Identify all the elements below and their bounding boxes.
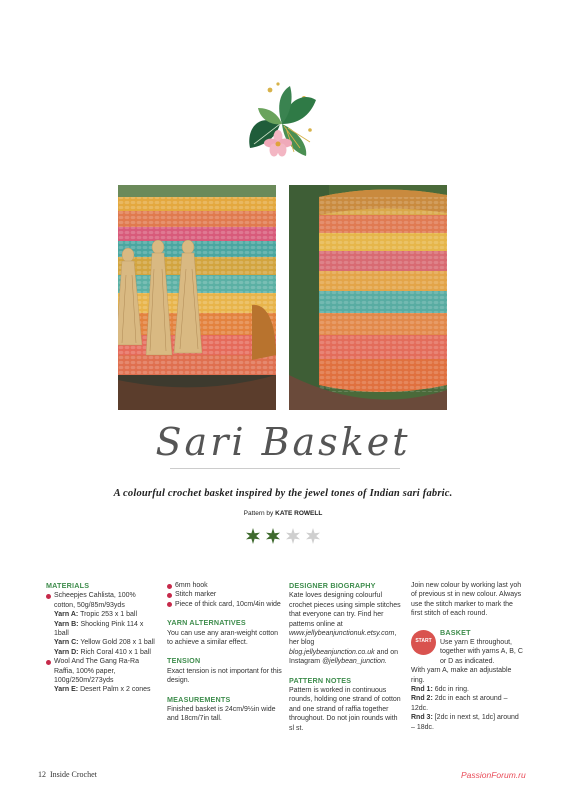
leaf-rating-icon-filled <box>245 528 261 544</box>
yarn-d-value: Rich Coral 410 x 1 ball <box>80 648 151 656</box>
byline <box>0 510 566 517</box>
yarn-b-value: Shocking Pink 114 x 1ball <box>54 620 144 638</box>
round-3-text: [2dc in next st, 1dc] around – 18dc. <box>411 714 519 731</box>
striped-basket-photo <box>289 185 447 410</box>
pattern-title: Sari Basket <box>155 420 411 464</box>
biography-text-3: and on Instagram <box>289 648 398 666</box>
round-1-label: Rnd 1: <box>411 686 433 694</box>
tension-text: Exact tension is not important for this design. <box>167 667 282 685</box>
tool-marker: Stitch marker <box>167 590 283 599</box>
materials-heading: MATERIALS <box>46 581 90 590</box>
pattern-subtitle: A colourful crochet basket inspired by the jewel tones of Indian sari fabric. <box>113 488 453 499</box>
yarn-a <box>46 610 158 619</box>
yarn-c-value: Yellow Gold 208 x 1 ball <box>80 639 155 647</box>
etsy-link-part1[interactable]: www.jellybeanjunctionuk. <box>289 630 367 638</box>
materials-column <box>46 581 158 695</box>
basket-ring-instruction: With yarn A, make an adjustable ring. <box>411 667 512 684</box>
basket-intro-block <box>440 628 523 667</box>
biography-column <box>289 581 401 733</box>
yarn-b-label: Yarn B: <box>54 620 79 628</box>
leaf-rating-icon-empty <box>305 528 321 544</box>
basket-with-tassels-photo <box>118 185 276 410</box>
tension-heading: TENSION <box>167 656 201 666</box>
watermark: PassionForum.ru <box>461 770 526 780</box>
round-2 <box>411 694 523 713</box>
tool-card: Piece of thick card, 10cm/4in wide <box>167 600 283 609</box>
measurements-text: Finished basket is 24cm/9½in wide and 18cm/7in tall. <box>167 706 276 723</box>
measurements-heading: MEASUREMENTS <box>167 694 231 704</box>
biography-text <box>289 591 401 666</box>
round-3 <box>411 713 523 732</box>
tools-column <box>167 581 283 724</box>
biography-heading: DESIGNER BIOGRAPHY <box>289 581 376 590</box>
byline-author: KATE ROWELL <box>275 510 323 517</box>
yarn-d-label: Yarn D: <box>54 648 79 656</box>
difficulty-rating <box>245 528 321 544</box>
leaf-rating-icon-empty <box>285 528 301 544</box>
title-underline <box>170 468 400 469</box>
instagram-link[interactable]: @jellybean_junction. <box>322 658 387 666</box>
etsy-link-part2[interactable]: etsy.com <box>366 630 395 638</box>
pattern-notes-heading: PATTERN NOTES <box>289 675 352 685</box>
round-2-label: Rnd 2: <box>411 695 433 703</box>
colour-change-text: Join new colour by working last yoh of previous st in new colour. Always use the stitch marker to mark the first stitch of each round. <box>411 582 522 618</box>
leaf-rating-icon-filled <box>265 528 281 544</box>
round-2-text: 2dc in each st around – 12dc. <box>411 695 508 712</box>
yarn-d <box>46 648 158 657</box>
yarn-a-label: Yarn A: <box>54 611 79 619</box>
materials-item-cahlista: Scheepjes Cahlista, 100% cotton, 50g/85m/93yds <box>46 591 158 610</box>
tropical-leaf-emblem <box>240 78 326 166</box>
materials-item-raffia: Wool And The Gang Ra-Ra Raffia, 100% paper, 100g/250m/273yds <box>46 657 158 685</box>
page-footer <box>38 770 97 779</box>
biography-text-1: Kate loves designing colourful crochet pieces using simple stitches that everyone can try. Find her patterns online at <box>289 592 401 628</box>
blog-link[interactable]: blog.jellybeanjunction.co.uk <box>289 648 375 656</box>
tool-hook: 6mm hook <box>167 581 283 590</box>
round-1-text: 6dc in ring. <box>434 686 469 694</box>
yarn-alternatives-text: You can use any aran-weight cotton to achieve a similar effect. <box>167 629 279 647</box>
yarn-c-label: Yarn C: <box>54 639 79 647</box>
round-3-label: Rnd 3: <box>411 714 433 722</box>
instructions-column <box>411 581 523 732</box>
yarn-e <box>46 685 158 694</box>
magazine-name: Inside Crochet <box>50 770 97 779</box>
basket-intro: Use yarn E throughout, together with yarns A, B, C or D as indicated. <box>440 639 523 665</box>
yarn-c <box>46 638 158 647</box>
yarn-b <box>46 620 158 639</box>
yarn-e-label: Yarn E: <box>54 686 79 694</box>
yarn-e-value: Desert Palm x 2 cones <box>80 686 151 694</box>
page-number: 12 <box>38 770 46 779</box>
byline-prefix: Pattern by <box>243 510 274 517</box>
basket-heading: BASKET <box>440 627 471 637</box>
biography-text-2: , her blog <box>289 630 397 647</box>
yarn-a-value: Tropic 253 x 1 ball <box>80 611 138 619</box>
basket-section-start <box>411 628 523 667</box>
start-badge: START <box>411 630 436 655</box>
pattern-notes-text: Pattern is worked in continuous rounds, holding one strand of cotton and one strand of raffia together throughout. Do not join rounds with sl st. <box>289 687 401 732</box>
yarn-alternatives-heading: YARN ALTERNATIVES <box>167 618 246 628</box>
round-1 <box>411 685 523 694</box>
